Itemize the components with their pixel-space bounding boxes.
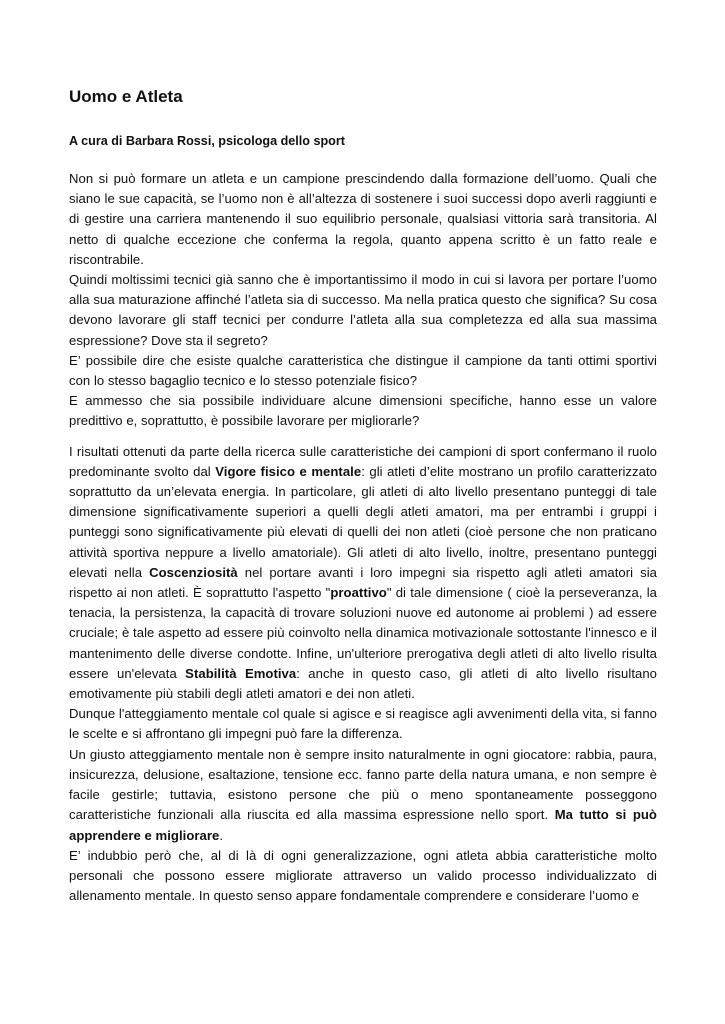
body-paragraph: [69, 745, 657, 846]
paragraph-text: " di tale dimensione ( cioè la perseveranza, la tenacia, la persistenza, la capacità di trovare soluzioni nuove ed autonome ai problemi ) ad essere cruciale; è tale aspetto ad essere più coinvolto nella dinamica motivazionale sottostante l'innesco e il mantenimento delle diverse condotte. Infine, un'ulteriore prerogativa degli atleti di alto livello risulta essere un'elevata: [69, 585, 657, 681]
paragraph-text: E ammesso che sia possibile individuare alcune dimensioni specifiche, hanno esse un valore predittivo e, soprattutto, è possibile lavorare per migliorarle?: [69, 393, 657, 429]
document-subtitle: A cura di Barbara Rossi, psicologa dello sport: [69, 134, 345, 148]
paragraph-text: : gli atleti d’elite mostrano un profilo caratterizzato soprattutto da un’elevata energia. In particolare, gli atleti di alto livello presentano punteggi di tale dimensione significativamente superiori a quelli degli atleti amatori, ma per entrambi i gruppi i punteggi sono significativamente più elevati di quelli dei non atleti (cioè persone che non praticano attività sportiva neppure a livello amatoriale). Gli atleti di alto livello, inoltre, presentano punteggi elevati nella: [69, 463, 657, 580]
paragraph-text: Dunque l'atteggiamento mentale col quale si agisce e si reagisce agli avvenimenti della vita, si fanno le scelte e si affrontano gli impegni può fare la differenza.: [69, 706, 657, 742]
bold-text: Ma tutto si può apprendere e migliorare: [69, 807, 657, 843]
body-paragraph: [69, 169, 657, 270]
document-title: Uomo e Atleta: [69, 87, 183, 106]
bold-text: Vigore fisico e mentale: [215, 463, 362, 479]
paragraph-text: nel portare avanti i loro impegni sia rispetto agli atleti amatori sia rispetto ai non atleti. È soprattutto l'aspetto ": [69, 564, 657, 601]
document-page: [69, 86, 657, 906]
body-paragraph: [69, 704, 657, 744]
paragraph-text: Non si può formare un atleta e un campione prescindendo dalla formazione dell’uomo. Quali che siano le sue capacità, se l’uomo non è all’altezza di sostenere i suoi successi dopo averli raggiunti e di gestire una carriera mantenendo il suo equilibrio personale, qualsiasi vittoria sarà transitoria. Al netto di qualche eccezione che conferma la regola, quanto appena scritto è un fatto reale e riscontrabile.: [69, 171, 657, 267]
body-paragraph: [69, 442, 657, 705]
bold-text: proattivo: [330, 585, 387, 601]
paragraph-text: .: [219, 827, 224, 843]
body-paragraph: [69, 391, 657, 431]
paragraph-text: E’ indubbio però che, al di là di ogni generalizzazione, ogni atleta abbia caratteristiche molto personali che possono essere migliorate attraverso un valido processo individualizzato di allenamento mentale. In questo senso appare fondamentale comprendere e considerare l’uomo e: [69, 847, 657, 904]
paragraph-text: I risultati ottenuti da parte della ricerca sulle caratteristiche dei campioni di sport confermano il ruolo predominante svolto dal: [69, 443, 657, 479]
body-paragraph: [69, 351, 657, 391]
bold-text: Stabilità Emotiva: [185, 665, 297, 681]
document-body: [69, 169, 657, 906]
paragraph-text: E’ possibile dire che esiste qualche caratteristica che distingue il campione da tanti ottimi sportivi con lo stesso bagaglio tecnico e lo stesso potenziale fisico?: [69, 352, 657, 389]
paragraph-text: Un giusto atteggiamento mentale non è sempre insito naturalmente in ogni giocatore: rabbia, paura, insicurezza, delusione, esaltazione, tensione ecc. fanno parte della natura umana, e non sempre è facile gestirle; tuttavia, esistono persone che più o meno spontaneamente posseggono caratteristiche funzionali alla riuscita ed alla massima espressione nello sport.: [69, 746, 657, 823]
body-paragraph: [69, 270, 657, 351]
body-paragraph: [69, 846, 657, 907]
paragraph-text: : anche in questo caso, gli atleti di alto livello risultano emotivamente più stabili degli atleti amatori e dei non atleti.: [69, 665, 658, 702]
paragraph-text: Quindi moltissimi tecnici già sanno che è importantissimo il modo in cui si lavora per portare l’uomo alla sua maturazione affinché l’atleta sia di successo. Ma nella pratica questo che significa? Su cosa devono lavorare gli staff tecnici per condurre l’atleta alla sua completezza ed alla sua massima espressione? Dove sta il segreto?: [69, 272, 657, 348]
bold-text: Coscenziosità: [149, 564, 238, 580]
